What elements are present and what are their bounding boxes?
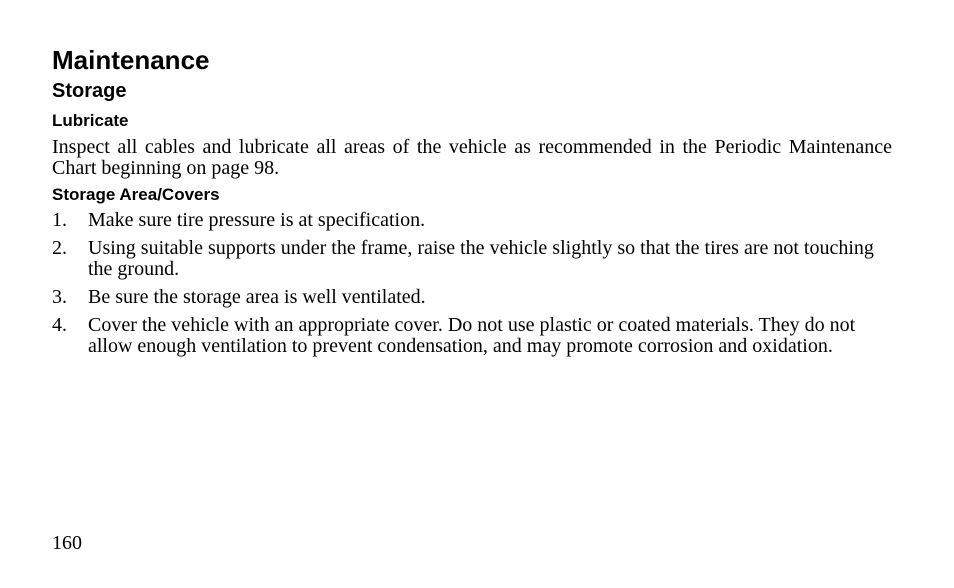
manual-page — [52, 44, 892, 364]
page-number: 160 — [52, 532, 82, 554]
storage-steps-list — [52, 210, 892, 357]
lubricate-paragraph: Inspect all cables and lubricate all areas of the vehicle as recommended in the Periodic Maintenance Chart beginning on page 98. — [52, 136, 892, 179]
step-number: 2. — [52, 237, 67, 259]
step-number: 4. — [52, 314, 67, 336]
list-item — [52, 287, 892, 308]
list-item — [52, 315, 892, 357]
step-number: 3. — [52, 286, 67, 308]
step-text: Be sure the storage area is well ventilated. — [88, 286, 426, 308]
section-heading-storage: Storage — [52, 80, 127, 102]
step-text: Make sure tire pressure is at specification. — [88, 209, 426, 231]
subheading-storage-area-covers: Storage Area/Covers — [52, 185, 220, 204]
list-item — [52, 210, 892, 231]
page-title: Maintenance — [52, 45, 210, 75]
subheading-lubricate: Lubricate — [52, 111, 129, 130]
step-text: Using suitable supports under the frame, raise the vehicle slightly so that the tires are not touching the ground. — [88, 237, 874, 280]
step-text: Cover the vehicle with an appropriate cover. Do not use plastic or coated materials. They do not allow enough ventilation to prevent condensation, and may promote corrosion and oxidation. — [88, 314, 856, 357]
step-number: 1. — [52, 209, 67, 231]
list-item — [52, 238, 892, 280]
